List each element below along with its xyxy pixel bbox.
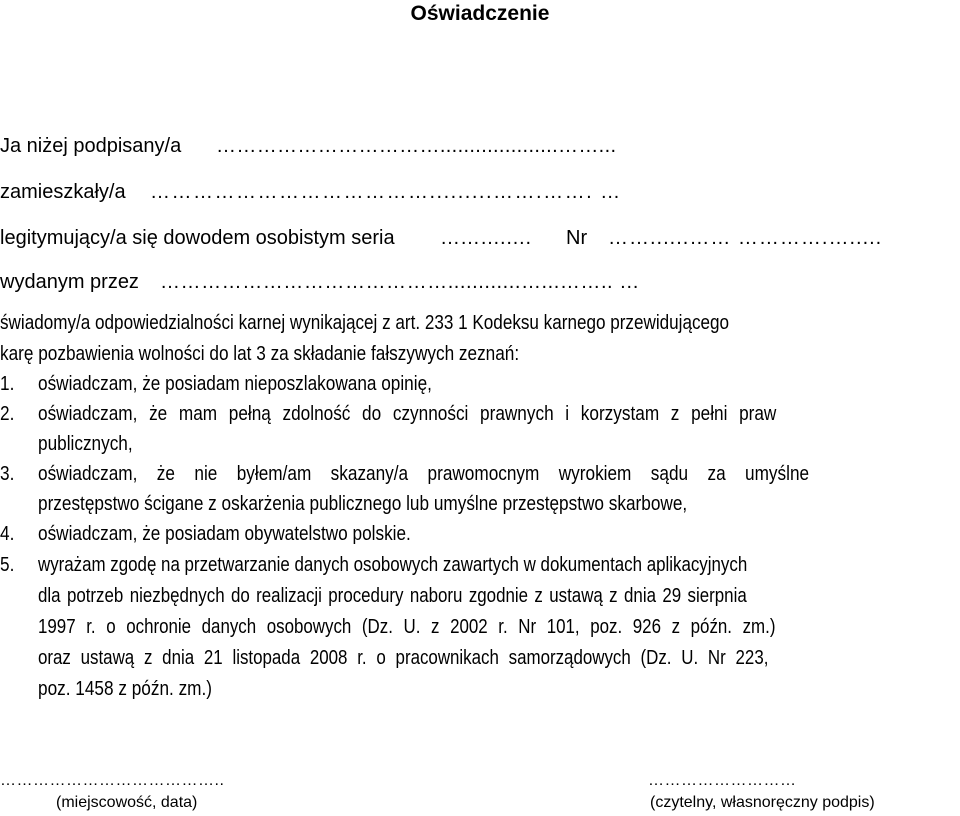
item-1-line-1: oświadczam, że posiadam nieposzlakowana opinię, [38, 373, 432, 395]
place-date-dots: ………………………………….. [0, 772, 225, 789]
item-5-line-5: poz. 1458 z późn. zm.) [38, 678, 213, 700]
signature-dots: ……………………… [648, 772, 797, 789]
document-title: Oświadczenie [410, 2, 550, 25]
item-3-line-2: przestępstwo ścigane z oskarżenia publicznego lub umyślne przestępstwo skarbowe, [38, 493, 688, 515]
intro-line-2: karę pozbawienia wolności do lat 3 za składanie fałszywych zeznań: [0, 343, 520, 365]
item-number-3: 3. [0, 463, 15, 485]
item-number-2: 2. [0, 403, 15, 425]
item-4-line-1: oświadczam, że posiadam obywatelstwo polskie. [38, 523, 411, 545]
item-5-line-3: 1997 r. o ochronie danych osobowych (Dz. U. z 2002 r. Nr 101, poz. 926 z późn. zm.) [38, 616, 776, 638]
residence-label: zamieszkały/a [0, 181, 126, 203]
item-2-line-1: oświadczam, że mam pełną zdolność do czynności prawnych i korzystam z pełni praw [38, 403, 777, 425]
item-2-line-2: publicznych, [38, 433, 133, 455]
issued-label: wydanym przez [0, 271, 139, 293]
signed-dots: ……………………………....................……... [216, 135, 617, 157]
intro-line-1: świadomy/a odpowiedzialności karnej wynikającej z art. 233 1 Kodeksu karnego przewidującego [0, 312, 730, 334]
issued-dots: ……………………………………............…...…….. … [160, 271, 640, 293]
id-nr-dots: ……......…… ………….…..... [608, 227, 883, 249]
id-series-dots: ……….…. [440, 227, 532, 249]
item-5-line-1: wyrażam zgodę na przetwarzanie danych osobowych zawartych w dokumentach aplikacyjnych [38, 554, 748, 576]
id-nr-label: Nr [566, 227, 588, 249]
item-number-1: 1. [0, 373, 15, 395]
signature-caption: (czytelny, własnoręczny podpis) [650, 794, 875, 811]
residence-dots: ………………………………….........…….……. … [150, 181, 622, 203]
item-5-line-4: oraz ustawą z dnia 21 listopada 2008 r. o pracownikach samorządowych (Dz. U. Nr 223, [38, 647, 769, 669]
item-5-line-2: dla potrzeb niezbędnych do realizacji procedury naboru zgodnie z ustawą z dnia 29 sierpnia [38, 585, 747, 607]
item-3-line-1: oświadczam, że nie byłem/am skazany/a prawomocnym wyrokiem sądu za umyślne [38, 463, 810, 485]
id-label: legitymujący/a się dowodem osobistym seria [0, 227, 395, 249]
item-number-5: 5. [0, 554, 15, 576]
place-date-caption: (miejscowość, data) [56, 794, 198, 811]
item-number-4: 4. [0, 523, 15, 545]
signed-label: Ja niżej podpisany/a [0, 135, 182, 157]
